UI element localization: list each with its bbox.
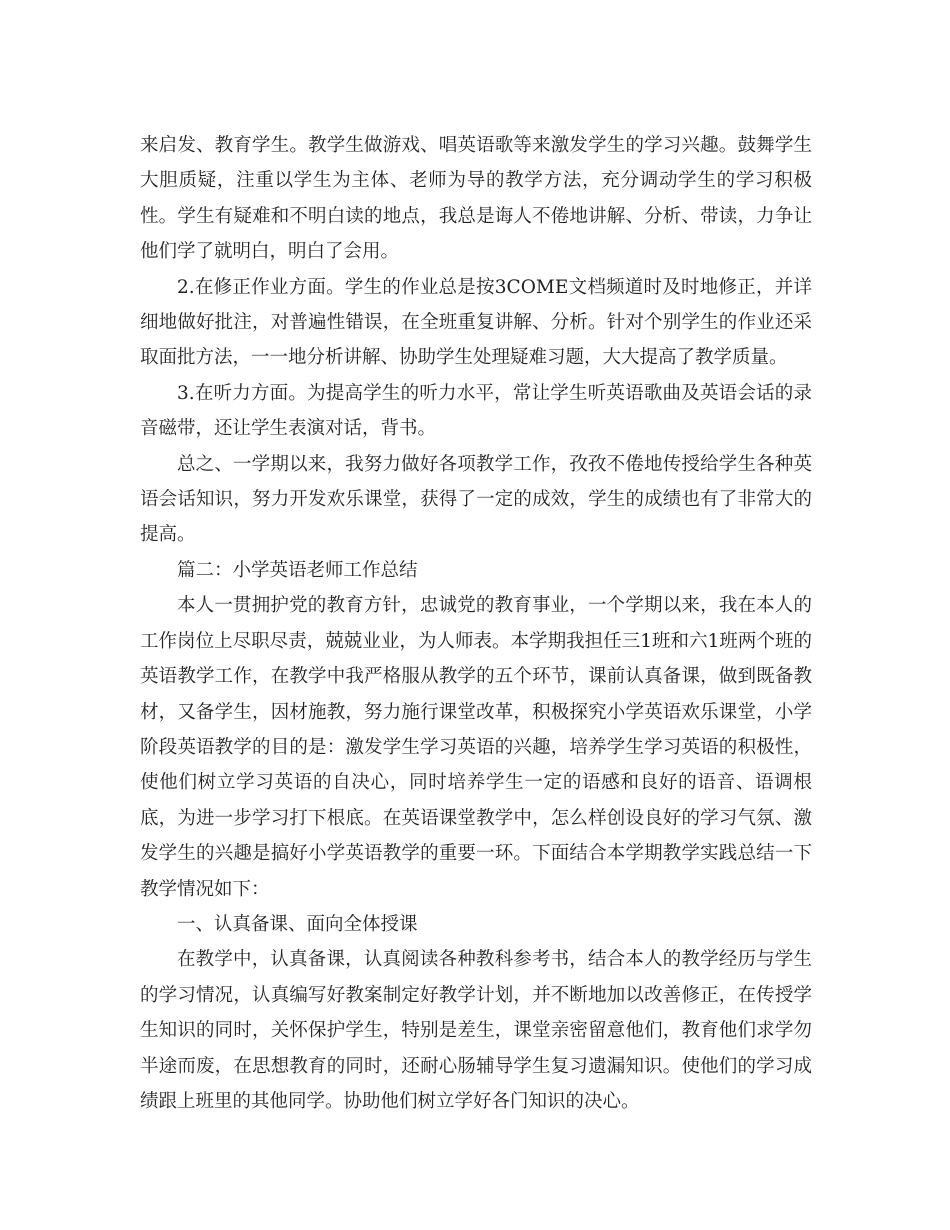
document-body (140, 128, 812, 1119)
paragraph-continuation: 来启发、教育学生。教学生做游戏、唱英语歌等来激发学生的学习兴趣。鼓舞学生大胆质疑，注重以学生为主体、老师为导的教学方法，充分调动学生的学习积极性。学生有疑难和不明白读的地点，我总是诲人不倦地讲解、分析、带读，力争让他们学了就明白，明白了会用。 (140, 135, 812, 263)
section-heading-part-two: 篇二：小学英语老师工作总结 (177, 559, 418, 581)
paragraph-homework-correction: 2.在修正作业方面。学生的作业总是按3COME文档频道时及时地修正，并详细地做好批注，对普遍性错误，在全班重复讲解、分析。针对个别学生的作业还采取面批方法，一一地分析讲解、协助学生处理疑难习题，大大提高了教学质量。 (140, 276, 812, 369)
subheading-lesson-preparation: 一、认真备课、面向全体授课 (177, 913, 418, 935)
paragraph-listening: 3.在听力方面。为提高学生的听力水平，常让学生听英语歌曲及英语会话的录音磁带，还让学生表演对话，背书。 (140, 382, 812, 440)
paragraph-lesson-preparation: 在教学中，认真备课，认真阅读各种教科参考书，结合本人的教学经历与学生的学习情况，认真编写好教案制定好教学计划，并不断地加以改善修正，在传授学生知识的同时，关怀保护学生，特别是差生，课堂亲密留意他们，教育他们求学勿半途而废，在思想教育的同时，还耐心肠辅导学生复习遗漏知识。使他们的学习成绩跟上班里的其他同学。协助他们树立学好各门知识的决心。 (140, 949, 812, 1112)
paragraph-summary: 总之、一学期以来，我努力做好各项教学工作，孜孜不倦地传授给学生各种英语会话知识，努力开发欢乐课堂，获得了一定的成效，学生的成绩也有了非常大的提高。 (140, 453, 812, 546)
paragraph-introduction: 本人一贯拥护党的教育方针，忠诚党的教育事业，一个学期以来，我在本人的工作岗位上尽职尽责，兢兢业业，为人师表。本学期我担任三1班和六1班两个班的英语教学工作，在教学中我严格服从教学的五个环节，课前认真备课，做到既备教材，又备学生，因材施教，努力施行课堂改革，积极探究小学英语欢乐课堂，小学阶段英语教学的目的是：激发学生学习英语的兴趣，培养学生学习英语的积极性，使他们树立学习英语的自决心，同时培养学生一定的语感和良好的语音、语调根底，为进一步学习打下根底。在英语课堂教学中，怎么样创设良好的学习气氛、激发学生的兴趣是搞好小学英语教学的重要一环。下面结合本学期教学实践总结一下教学情况如下： (140, 595, 812, 900)
